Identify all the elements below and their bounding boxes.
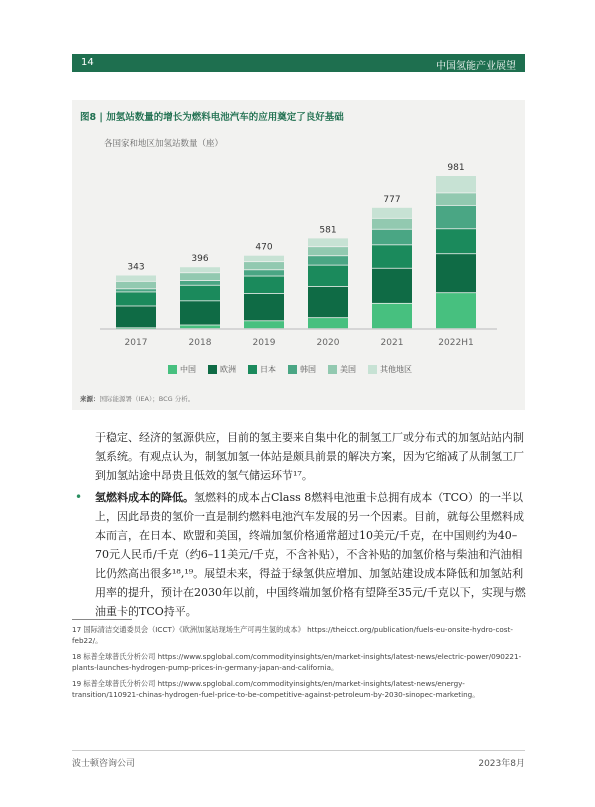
footer-date: 2023年8月 — [478, 759, 525, 769]
legend-swatch — [328, 365, 337, 374]
legend-swatch — [368, 365, 377, 374]
bar-segment-2019-2 — [244, 276, 284, 293]
bar-segment-2018-4 — [180, 273, 220, 280]
bar-segment-2018-0 — [180, 325, 220, 328]
x-tick-label-2017: 2017 — [124, 338, 148, 348]
paragraph-rest: 氢燃料的成本占Class 8燃料电池重卡总拥有成本（TCO）的一半以上，因此昂贵的氢价一直是制约燃料电池汽车发展的另一个因素。目前，就每公里燃料成本而言，在日本、欧盟和美国，终端加氢价格通常超过10美元/千克，在中国则约为40–70元人民币/千克（约6–11美元/千克，不含补贴），不含补贴的加氢价格与柴油和汽油相比仍然高出很多¹⁸,¹⁹。展望未来，得益于绿氢供应增加、加氢站建设成本降低和加氢站利用率的提升，预计在2030年以前，中国终端加氢价格有望降至35元/千克以下，实现与燃油重卡的TCO持平。 — [95, 491, 526, 618]
legend-swatch — [168, 365, 177, 374]
legend-label: 韩国 — [300, 365, 316, 374]
total-label-2017: 343 — [127, 262, 145, 273]
legend-label: 日本 — [260, 365, 276, 374]
total-label-2021: 777 — [383, 194, 401, 205]
legend-item-2 — [248, 364, 276, 375]
footnote-19: 19 标普全球普氏分析公司 https://www.spglobal.com/commodityinsights/en/market-insights/latest-news/energy-transition/110921-chinas-hydrogen-fuel-price-to-be-competitive-against-petroleum-by-2030-sinopec-marketing。 — [72, 679, 480, 699]
bar-segment-2021-3 — [372, 230, 412, 245]
total-label-2022H1: 981 — [447, 163, 465, 173]
bar-segment-2018-3 — [180, 281, 220, 285]
chart-title: 各国家和地区加氢站数量（座） — [104, 139, 224, 149]
bar-segment-2020-5 — [308, 238, 348, 246]
bar-segment-2017-2 — [116, 292, 156, 305]
bar-segment-2019-4 — [244, 262, 284, 269]
legend-label: 其他地区 — [380, 365, 412, 374]
body-paragraph-1: 于稳定、经济的氢源供应，目前的氢主要来自集中化的制氢工厂或分布式的加氢站站内制氢系统。有观点认为，制氢加氢一体站是颇具前景的解决方案，因为它缩减了从制氢工厂到加氢站途中昂贵且低效的氢气储运环节¹⁷。 — [95, 431, 524, 482]
legend-item-1 — [208, 364, 236, 375]
bar-segment-2021-2 — [372, 245, 412, 268]
bar-segment-2022H1-5 — [436, 176, 476, 193]
legend-swatch — [248, 365, 257, 374]
bar-segment-2020-1 — [308, 287, 348, 317]
bar-segment-2021-5 — [372, 208, 412, 218]
report-title: 中国氢能产业展望 — [436, 61, 516, 72]
bar-segment-2017-1 — [116, 306, 156, 327]
bar-segment-2019-1 — [244, 294, 284, 320]
bar-segment-2017-3 — [116, 289, 156, 291]
bar-segment-2022H1-4 — [436, 193, 476, 205]
total-label-2020: 581 — [319, 225, 337, 236]
legend-item-3 — [288, 364, 316, 375]
paragraph-lead: 氢燃料成本的降低。 — [95, 491, 194, 504]
footnote-18: 18 标普全球普氏分析公司 https://www.spglobal.com/commodityinsights/en/market-insights/latest-news/electric-power/090221-plants-launches-hydrogen-pump-prices-in-germany-japan-and-california。 — [72, 652, 522, 672]
footer-company: 波士顿咨询公司 — [72, 759, 136, 769]
x-tick-label-2022H1: 2022H1 — [438, 338, 474, 348]
bar-segment-2019-5 — [244, 256, 284, 262]
stacked-bar-chart — [72, 100, 525, 360]
bullet-dot: • — [75, 490, 83, 504]
body-paragraph-2 — [95, 488, 527, 621]
x-tick-label-2019: 2019 — [252, 338, 276, 348]
legend-label: 中国 — [180, 365, 196, 374]
bar-segment-2020-4 — [308, 247, 348, 255]
figure-box — [72, 100, 525, 410]
footnote-17: 17 国际清洁交通委员会（ICCT）《欧洲加氢站现场生产可再生氢的成本》 https://theicct.org/publication/fuels-eu-onsite-hydro-cost-feb22/。 — [72, 625, 513, 645]
bar-segment-2018-2 — [180, 286, 220, 301]
figure-source: 来源：国际能源署（IEA）；BCG 分析。 — [80, 395, 195, 403]
bar-segment-2019-3 — [244, 270, 284, 275]
bar-segment-2022H1-2 — [436, 229, 476, 253]
footer-rule — [72, 750, 525, 751]
bar-segment-2021-1 — [372, 269, 412, 303]
bar-segment-2020-0 — [308, 318, 348, 328]
legend-item-5 — [368, 364, 412, 375]
page-number: 14 — [81, 57, 94, 68]
bar-segment-2022H1-0 — [436, 293, 476, 328]
legend-swatch — [288, 365, 297, 374]
footnote-rule — [72, 619, 132, 620]
legend-item-0 — [168, 364, 196, 375]
x-tick-label-2020: 2020 — [316, 338, 340, 348]
figure-title: 图8 | 加氢站数量的增长为燃料电池汽车的应用奠定了良好基础 — [80, 112, 344, 123]
bar-segment-2022H1-1 — [436, 254, 476, 292]
bar-segment-2020-2 — [308, 266, 348, 287]
x-tick-label-2018: 2018 — [188, 338, 212, 348]
bar-segment-2017-5 — [116, 276, 156, 281]
bar-segment-2021-4 — [372, 219, 412, 229]
total-label-2019: 470 — [255, 242, 273, 253]
bar-segment-2022H1-3 — [436, 206, 476, 229]
page-header — [72, 54, 525, 72]
bar-segment-2018-1 — [180, 301, 220, 324]
legend-item-4 — [328, 364, 356, 375]
chart-legend — [168, 364, 412, 375]
bar-segment-2019-0 — [244, 321, 284, 328]
bar-segment-2017-0 — [116, 328, 156, 329]
bar-segment-2021-0 — [372, 304, 412, 328]
legend-label: 美国 — [340, 365, 356, 374]
bar-segment-2018-5 — [180, 267, 220, 272]
total-label-2018: 396 — [191, 254, 209, 265]
x-tick-label-2021: 2021 — [380, 338, 404, 348]
legend-swatch — [208, 365, 217, 374]
legend-label: 欧洲 — [220, 365, 236, 374]
bar-segment-2017-4 — [116, 282, 156, 289]
bar-segment-2020-3 — [308, 256, 348, 265]
